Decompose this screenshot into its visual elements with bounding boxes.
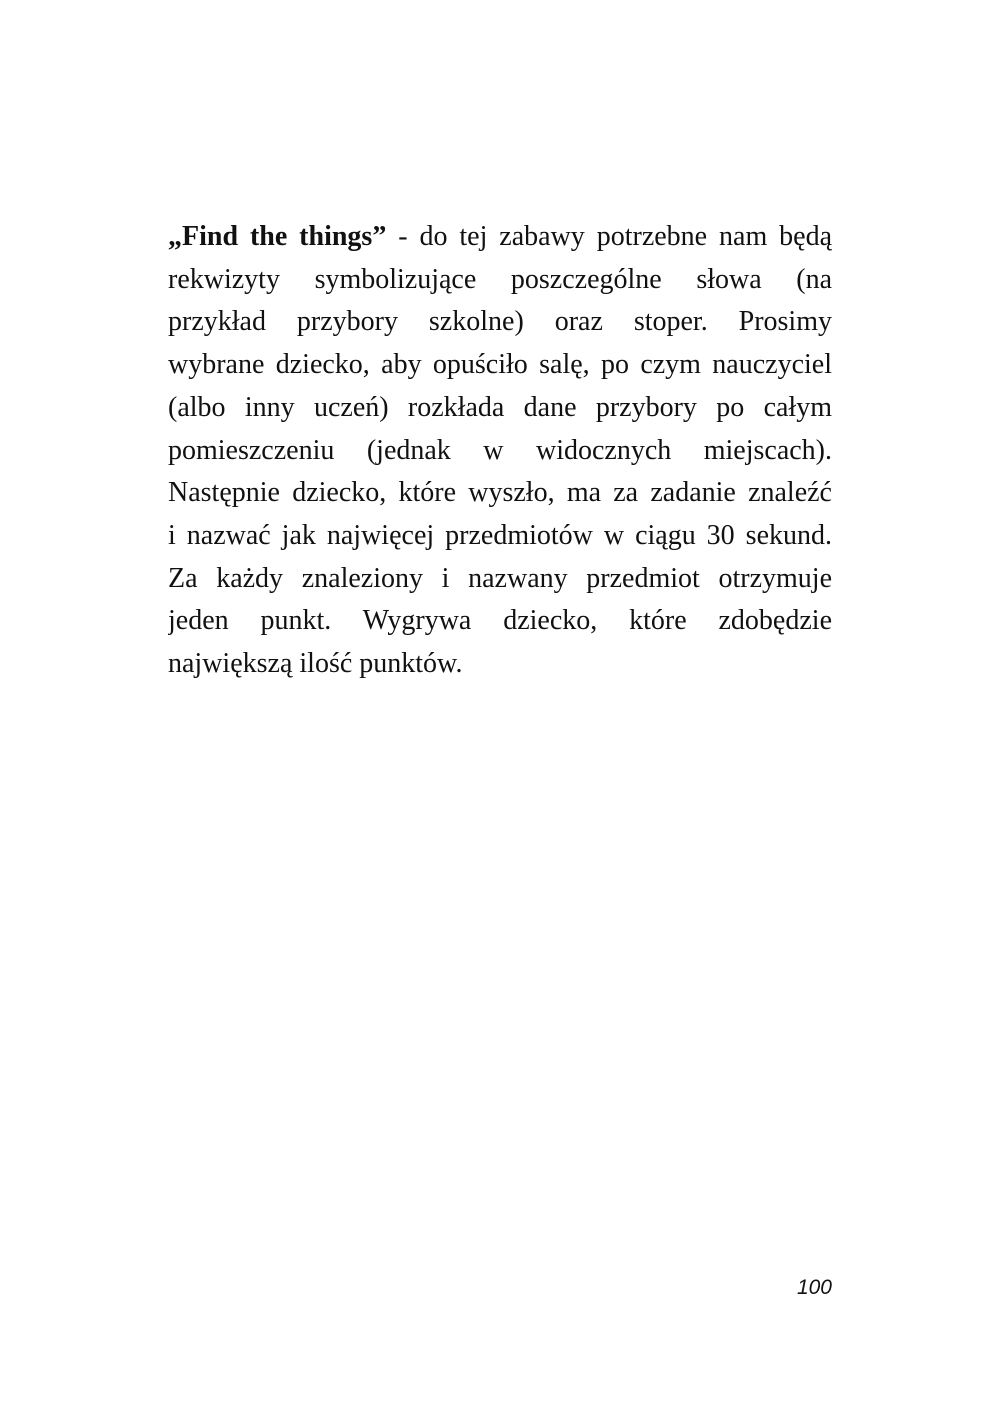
paragraph-line-11: największą ilość punktów. [168, 648, 463, 680]
page-number: 100 [796, 1276, 832, 1299]
game-title: „Find the things” [168, 221, 387, 252]
paragraph-line-9: Za każdy znaleziony i nazwany przedmiot otrzymuje [168, 562, 832, 594]
paragraph-line-8: i nazwać jak najwięcej przedmiotów w ciągu 30 sekund. [168, 519, 832, 551]
paragraph-line-6: pomieszczeniu (jednak w widocznych miejscach). [168, 434, 832, 466]
game-description-paragraph [168, 216, 832, 686]
paragraph-line-3: przykład przybory szkolne) oraz stoper. Prosimy [168, 306, 832, 338]
paragraph-line-7: Następnie dziecko, które wyszło, ma za zadanie znaleźć [168, 477, 832, 509]
paragraph-line-4: wybrane dziecko, aby opuściło salę, po czym nauczyciel [168, 349, 832, 381]
paragraph-line-10: jeden punkt. Wygrywa dziecko, które zdobędzie [168, 605, 832, 637]
paragraph-line-1-text: - do tej zabawy potrzebne nam będą [386, 221, 832, 252]
paragraph-line-5: (albo inny uczeń) rozkłada dane przybory po całym [168, 391, 832, 423]
paragraph-line-1 [168, 216, 832, 259]
paragraph-line-2: rekwizyty symbolizujące poszczególne słowa (na [168, 263, 832, 295]
